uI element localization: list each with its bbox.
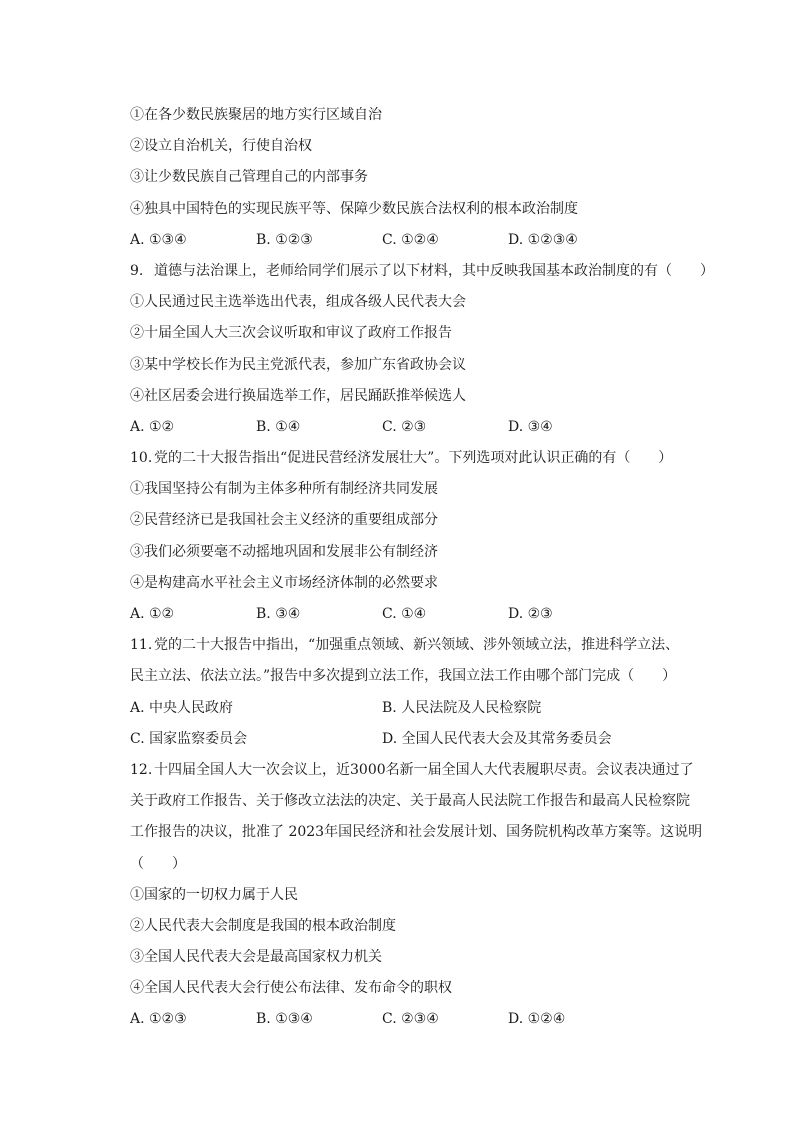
- prev-item-4: ④独具中国特色的实现民族平等、保障少数民族合法权利的根本政治制度: [130, 200, 578, 217]
- q10-stem: [130, 443, 700, 474]
- q12-option-d[interactable]: D. ①②④: [508, 1011, 566, 1028]
- prev-option-a[interactable]: A. ①③④: [130, 231, 187, 248]
- q9-option-a[interactable]: A. ①②: [130, 418, 175, 435]
- q9-option-d[interactable]: D. ③④: [508, 418, 553, 435]
- q9-item-4: ④社区居委会进行换届选举工作，居民踊跃推举候选人: [130, 387, 466, 404]
- q10-item-2: ②民营经济已是我国社会主义经济的重要组成部分: [130, 512, 438, 529]
- q12-item-2: ②人民代表大会制度是我国的根本政治制度: [130, 917, 396, 934]
- q10-item-3: ③我们必须要毫不动摇地巩固和发展非公有制经济: [130, 543, 438, 560]
- prev-option-b[interactable]: B. ①②③: [256, 231, 313, 248]
- q11-option-b[interactable]: B. 人民法院及人民检察院: [382, 699, 542, 716]
- q9-options: [130, 412, 700, 443]
- prev-option-c[interactable]: C. ①②④: [382, 231, 439, 248]
- q12-item-4: ④全国人民代表大会行使公布法律、发布命令的职权: [130, 980, 452, 997]
- q10-stem-text: 党的二十大报告指出“促进民营经济发展壮大”。下列选项对此认识正确的有（ ）: [154, 450, 673, 467]
- q11-stem-text-1: 党的二十大报告中指出，“加强重点领域、新兴领域、涉外领域立法，推进科学立法、: [154, 637, 680, 654]
- q9-number: 9.: [130, 262, 144, 279]
- q12-options: [130, 1004, 700, 1035]
- q9-option-b[interactable]: B. ①④: [256, 418, 301, 435]
- q12-stem-line-2: 关于政府工作报告、关于修改立法法的决定、关于最高人民法院工作报告和最高人民检察院: [130, 793, 690, 810]
- q10-option-a[interactable]: A. ①②: [130, 606, 175, 622]
- q12-option-c[interactable]: C. ②③④: [382, 1011, 439, 1028]
- q11-options-row-1: [130, 693, 700, 724]
- q12-stem-line-1: [130, 755, 700, 786]
- q10-item-1: ①我国坚持公有制为主体多种所有制经济共同发展: [130, 481, 438, 498]
- q12-stem-line-3: 工作报告的决议，批准了 2023年国民经济和社会发展计划、国务院机构改革方案等。这说明: [130, 824, 703, 841]
- q10-option-c[interactable]: C. ①④: [382, 606, 427, 622]
- q11-options-row-2: [130, 724, 700, 755]
- q10-number: 10.: [130, 450, 153, 467]
- q12-option-b[interactable]: B. ①③④: [256, 1011, 313, 1028]
- q9-stem-text: 道德与法治课上，老师给同学们展示了以下材料，其中反映我国基本政治制度的有（ ）: [154, 262, 714, 279]
- q9-option-c[interactable]: C. ②③: [382, 418, 427, 435]
- q11-option-d[interactable]: D. 全国人民代表大会及其常务委员会: [382, 730, 612, 747]
- q10-option-d[interactable]: D. ②③: [508, 606, 553, 622]
- q12-item-1: ①国家的一切权力属于人民: [130, 886, 298, 903]
- prev-item-1: ①在各少数民族聚居的地方实行区域自治: [130, 107, 382, 123]
- q11-stem-line-2: 民主立法、依法立法。”报告中多次提到立法工作，我国立法工作由哪个部门完成（ ）: [130, 668, 677, 685]
- prev-item-3: ③让少数民族自己管理自己的内部事务: [130, 169, 368, 186]
- q11-option-c[interactable]: C. 国家监察委员会: [130, 730, 248, 747]
- q9-item-3: ③某中学校长作为民主党派代表，参加广东省政协会议: [130, 356, 466, 373]
- q11-number: 11.: [130, 637, 153, 654]
- q9-item-1: ①人民通过民主选举选出代表，组成各级人民代表大会: [130, 294, 466, 311]
- prev-option-d[interactable]: D. ①②③④: [508, 231, 578, 248]
- exam-content: [130, 100, 714, 1036]
- prev-item-2: ②设立自治机关，行使自治权: [130, 138, 312, 155]
- q9-stem: [130, 256, 714, 287]
- q11-option-a[interactable]: A. 中央人民政府: [130, 699, 234, 716]
- prev-options: [130, 225, 700, 256]
- q10-options: [130, 599, 700, 630]
- q11-stem-line-1: [130, 630, 700, 661]
- q12-item-3: ③全国人民代表大会是最高国家权力机关: [130, 949, 382, 966]
- q10-option-b[interactable]: B. ③④: [256, 606, 301, 622]
- q12-stem-text-1: 十四届全国人大一次会议上，近3000名新一届全国人大代表履职尽责。会议表决通过了: [154, 761, 694, 778]
- q12-stem-line-4: （ ）: [130, 855, 186, 872]
- q12-option-a[interactable]: A. ①②③: [130, 1011, 187, 1028]
- q12-number: 12.: [130, 761, 153, 778]
- q10-item-4: ④是构建高水平社会主义市场经济体制的必然要求: [130, 574, 438, 591]
- q9-item-2: ②十届全国人大三次会议听取和审议了政府工作报告: [130, 325, 452, 342]
